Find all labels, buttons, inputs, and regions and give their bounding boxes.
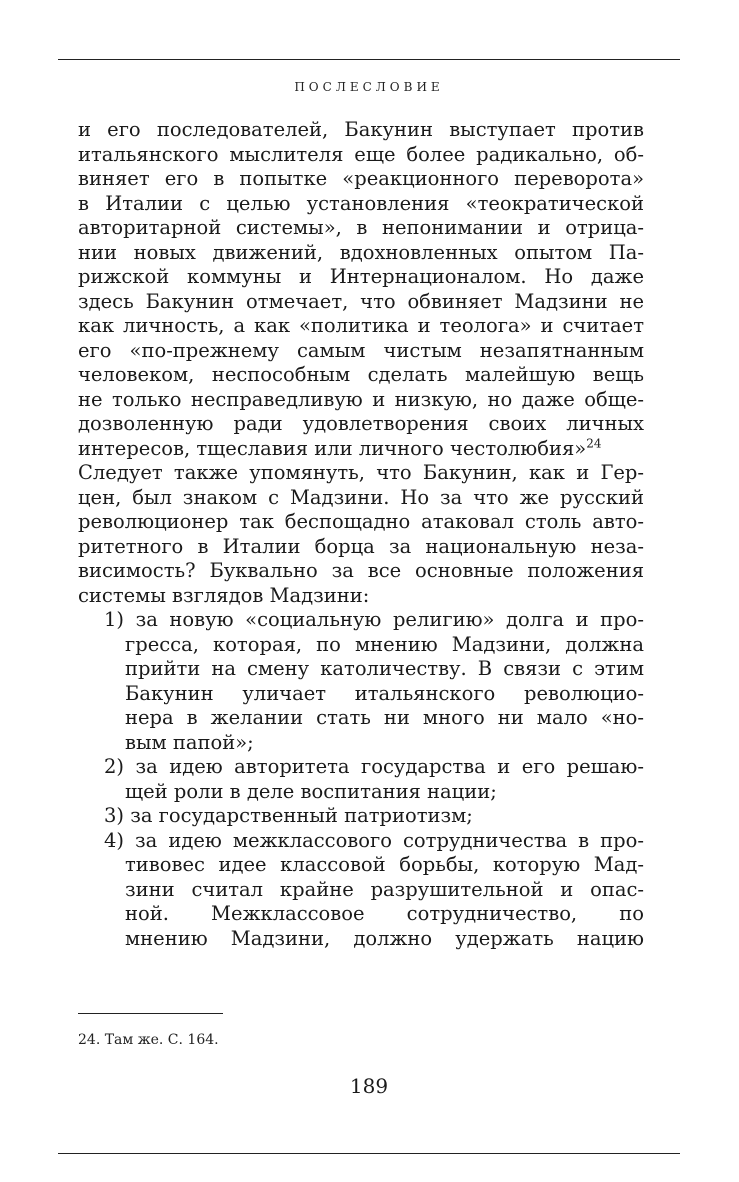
footnote: 24. Там же. С. 164.	[78, 1032, 219, 1048]
list-item-4	[104, 829, 644, 854]
text-line: виняет его в попытке «реакционного переворота»	[78, 167, 644, 190]
top-rule	[58, 59, 680, 60]
list-line: ной. Межклассовое сотрудничество, по	[125, 902, 644, 925]
list-line: нера в желании стать ни много ни мало «но-	[125, 706, 644, 729]
list-number: 4)	[104, 828, 125, 852]
list-item-1	[104, 608, 644, 633]
list-text: за идею авторитета государства и его решаю-	[135, 755, 644, 778]
text-line: системы взглядов Мадзини:	[78, 583, 370, 607]
text-line: не только несправедливую и низкую, но даже обще-	[78, 387, 644, 411]
text-line: здесь Бакунин отмечает, что обвиняет Мадзини не	[78, 289, 644, 313]
text-line: дозволенную ради удовлетворения своих личных	[78, 412, 644, 435]
text-line: как личность, а как «политика и теолога» и считает	[78, 314, 644, 337]
text-line: авторитарной системы», в непонимании и отрица-	[78, 216, 644, 239]
text-line: революционер так беспощадно атаковал столь авто-	[78, 510, 644, 533]
running-head: ПОСЛЕСЛОВИЕ	[294, 80, 444, 94]
list-line: Бакунин уличает итальянского революцио-	[125, 681, 644, 705]
bottom-rule	[58, 1153, 680, 1154]
text-line: итальянского мыслителя еще более радикально, об-	[78, 142, 644, 166]
text-line: его «по-прежнему самым чистым незапятнанным	[78, 338, 644, 362]
list-number: 2)	[104, 755, 125, 778]
text-line	[78, 437, 644, 462]
list-item-3	[104, 804, 644, 829]
text-line: висимость? Буквально за все основные положения	[78, 559, 644, 582]
text-line: и его последователей, Бакунин выступает против	[78, 118, 644, 141]
text-line: ритетного в Италии борца за национальную неза-	[78, 534, 644, 558]
list-line: тивовес идее классовой борьбы, которую Мад-	[125, 853, 644, 876]
footnote-reference[interactable]: 24	[586, 436, 602, 450]
list-text: за новую «социальную религию» долга и про-	[135, 608, 644, 631]
footnote-divider	[78, 1013, 223, 1014]
list-line: щей роли в деле воспитания нации;	[125, 779, 497, 803]
list-line: мнению Мадзини, должно удержать нацию	[125, 926, 644, 950]
list-line: вым папой»;	[125, 730, 254, 754]
list-number: 3)	[104, 804, 125, 827]
text-line: цен, был знаком с Мадзини. Но за что же русский	[78, 485, 644, 509]
body-text	[78, 118, 644, 951]
list-line: зини считал крайне разрушительной и опас-	[125, 877, 644, 901]
text-line: в Италии с целью установления «теократической	[78, 191, 644, 215]
page-number: 189	[349, 1074, 389, 1098]
text-line: Следует также упомянуть, что Бакунин, как и Гер-	[78, 461, 644, 484]
text-line-content: интересов, тщеславия или личного честолюбия»	[78, 436, 587, 460]
list-text: за идею межклассового сотрудничества в про-	[135, 828, 644, 852]
text-line: человеком, неспособным сделать малейшую вещь	[78, 363, 644, 386]
list-number: 1)	[104, 608, 125, 631]
list-line: прийти на смену католичеству. В связи с этим	[125, 657, 644, 680]
list-text: за государственный патриотизм;	[130, 804, 473, 827]
list-item-2	[104, 755, 644, 780]
text-line: рижской коммуны и Интернационалом. Но даже	[78, 265, 644, 288]
text-line: нии новых движений, вдохновленных опытом Па-	[78, 240, 644, 264]
list-line: гресса, которая, по мнению Мадзини, должна	[125, 632, 644, 656]
